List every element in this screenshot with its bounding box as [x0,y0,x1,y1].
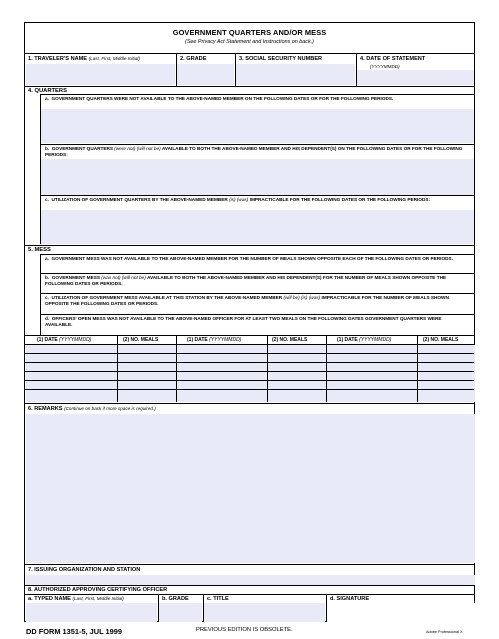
mess-section-label: 5. MESS [28,247,51,253]
officer-grade-label: b. GRADE [162,596,189,602]
signature-label: d. SIGNATURE [330,596,370,602]
signature-field[interactable] [327,603,475,622]
officer-title-field[interactable] [204,603,325,622]
divider [40,293,474,294]
table-row-divider [25,362,474,363]
grade-field[interactable] [177,64,234,85]
issuing-organization-field[interactable] [26,575,475,585]
ssn-field[interactable] [236,64,355,85]
edition-notice: PREVIOUS EDITION IS OBSOLETE. [196,627,293,633]
date-format-hint: (YYYYMMDD) [370,64,400,69]
remarks-label: 6. REMARKS (Continue on back if more space is required.) [28,406,156,412]
divider [25,245,474,246]
quarters-item-b-text: b. GOVERNMENT QUARTERS (were not) (will not be) AVAILABLE TO BOTH THE ABOVE-NAMED MEMBER AND HIS DEPENDENT(S) ON THE FOLLOWING DATES OR FOR THE FOLLOWING PERIODS: [45,146,463,158]
divider [40,195,474,196]
divider [25,594,474,595]
form-id: DD FORM 1351-5, JUL 1999 [26,627,122,636]
traveler-name-label: 1. TRAVELER'S NAME (Last, First, Middle Initial) [28,56,140,62]
column-header-date: (1) DATE (YYYYMMDD) [37,337,92,343]
mess-item-a-text: a. GOVERNMENT MESS WAS NOT AVAILABLE TO THE ABOVE-NAMED MEMBER FOR THE NUMBER OF MEALS SHOWN OPPOSITE EACH OF THE FOLLOWING DATES OR PERIODS. [45,256,453,261]
column-header-meals: (2) NO. MEALS [272,337,308,343]
column-header-meals: (2) NO. MEALS [123,337,159,343]
officer-grade-field[interactable] [159,603,202,622]
traveler-name-field[interactable] [26,64,175,85]
quarters-item-b-field[interactable] [41,159,474,195]
column-header-meals: (2) NO. MEALS [423,337,459,343]
form-frame [24,22,475,622]
quarters-item-c-text: c. UTILIZATION OF GOVERNMENT QUARTERS BY THE ABOVE-NAMED MEMBER (is) (was) IMPRACTICABLE FOR THE FOLLOWING DATES OR THE FOLLOWING PERIODS: [45,197,431,202]
ssn-label: 3. SOCIAL SECURITY NUMBER [239,56,323,62]
form-subtitle: (See Privacy Act Statement and Instructions on back.) [185,39,314,45]
date-of-statement-field[interactable] [357,70,474,85]
producer-mark: Adobe Professional X [426,630,463,634]
quarters-item-a-field[interactable] [41,109,474,143]
quarters-item-a-text: a. GOVERNMENT QUARTERS WERE NOT AVAILABLE TO THE ABOVE-NAMED MEMBER ON THE FOLLOWING DATES OR FOR THE FOLLOWING PERIODS. [45,96,394,101]
divider [25,53,474,54]
divider [25,585,474,586]
mess-item-c-text: c. UTILIZATION OF GOVERNMENT MESS AVAILABLE AT THIS STATION BY THE ABOVE-NAMED MEMBER (will be) (is) (was) IMPRACTICABLE FOR THE NUMBER OF MEALS SHOWN OPPOSITE THE FOLLOWING DATES OR PERIODS. [45,295,449,307]
table-column-divider [417,335,418,402]
column-header-date: (1) DATE (YYYYMMDD) [187,337,242,343]
table-column-divider [326,335,327,402]
divider [40,254,41,335]
form-title: GOVERNMENT QUARTERS AND/OR MESS [172,28,327,37]
table-row-divider [25,380,474,381]
table-column-divider [176,335,177,402]
certifying-officer-label: 8. AUTHORIZED APPROVING CERTIFYING OFFICER [28,587,168,593]
divider [25,335,474,336]
mess-item-b-text: b. GOVERNMENT MESS (was not) (will not be) AVAILABLE TO BOTH THE ABOVE-NAMED MEMBER AND HIS DEPENDENT(S) FOR THE NUMBER OF MEALS SHOWN OPPOSITE THE FOLLOWING DATES OR PERIODS. [45,275,447,287]
remarks-field[interactable] [26,414,475,563]
table-column-divider [267,335,268,402]
table-row-divider [25,371,474,372]
issuing-organization-label: 7. ISSUING ORGANIZATION AND STATION [28,567,141,573]
quarters-section-label: 4. QUARTERS [28,88,67,94]
grade-label: 2. GRADE [180,56,207,62]
divider [25,403,474,404]
quarters-item-c-field[interactable] [41,210,474,244]
column-header-date: (1) DATE (YYYYMMDD) [337,337,392,343]
mess-item-d-text: d. OFFICERS' OPEN MESS WAS NOT AVAILABLE TO THE ABOVE-NAMED OFFICER FOR AT LEAST TWO MEALS ON THE FOLLOWING DATES GOVERNMENT QUARTERS WERE AVAILABLE. [45,316,442,328]
table-row-divider [25,389,474,390]
divider [40,254,474,255]
divider [40,94,474,95]
divider [40,273,474,274]
typed-name-field[interactable] [26,603,157,622]
officer-title-label: c. TITLE [207,596,229,602]
divider [25,86,474,87]
date-of-statement-label: 4. DATE OF STATEMENT [360,56,426,62]
table-column-divider [117,335,118,402]
divider [25,564,474,565]
divider [40,144,474,145]
table-row-divider [25,353,474,354]
divider [40,314,474,315]
typed-name-label: a. TYPED NAME (Last, First, Middle Initial) [28,596,124,602]
